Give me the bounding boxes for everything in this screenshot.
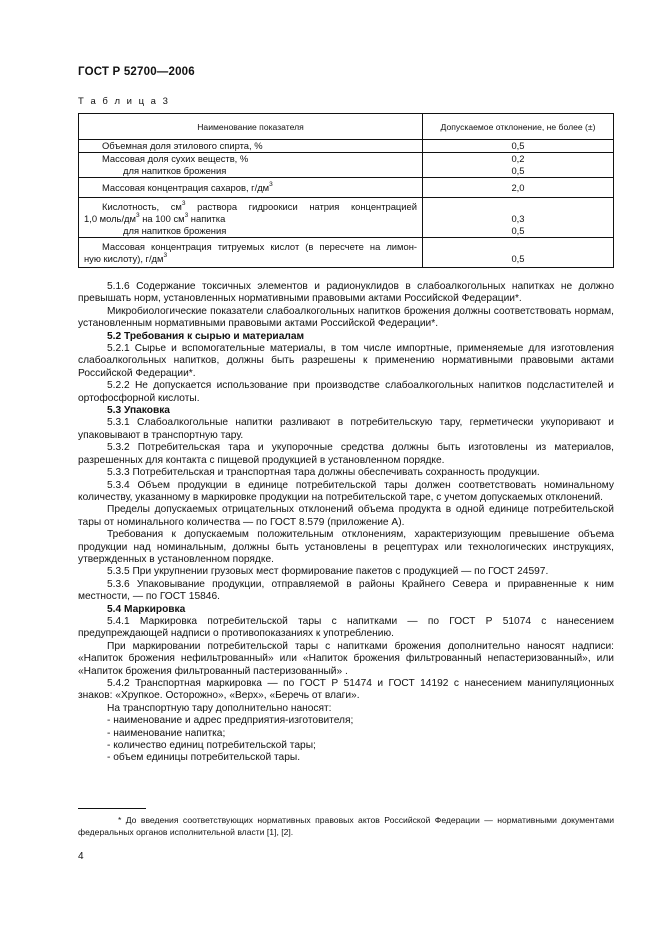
- paragraph: Пределы допускаемых отрицательных отклонений объема продукта в одной единице потребительской тары от номинального количества — по ГОСТ 8.579 (приложение А).: [78, 504, 614, 528]
- paragraph: 5.2.2 Не допускается использование при производстве слабоалкогольных напитков подсластителей и ортофосфорной кислоты.: [78, 380, 614, 404]
- table-cell-label: Объемная доля этилового спирта, %: [102, 140, 263, 151]
- table-col-header-deviation: Допускаемое отклонение, не более (±): [423, 114, 614, 140]
- table-cell-label: Массовая концентрация сахаров, г/дм: [102, 182, 270, 193]
- footnote-separator: [78, 808, 146, 809]
- table-cell-value: 0,5: [511, 165, 525, 176]
- table-cell-value: 0,3: [511, 213, 525, 224]
- table-col-header-name: Наименование показателя: [79, 114, 423, 140]
- paragraph: 5.4.2 Транспортная маркировка — по ГОСТ Р 51474 и ГОСТ 14192 с нанесением манипуляционных знаков: «Хрупкое. Осторожно», «Верх», «Беречь от влаги».: [78, 678, 614, 702]
- section-heading: 5.4 Маркировка: [107, 603, 186, 615]
- table-row: Кислотность, $см^3$ раствора гидроокиси натрия концентрацией 1,0 моль/$дм^3$ на 100 $см^3$ напитка для напитков брожения 0,3 0,5: [79, 198, 614, 238]
- section-heading: 5.3 Упаковка: [107, 405, 170, 417]
- page-number: 4: [78, 851, 84, 862]
- list-item: - наименование и адрес предприятия-изготовителя;: [107, 715, 354, 727]
- table-cell-value: 0,5: [511, 253, 525, 264]
- table-row: Массовая концентрация титруемых кислот (в пересчете на лимон- ную кислоту), $г/дм^3$ 0,5: [79, 238, 614, 268]
- list-item: - количество единиц потребительской тары;: [107, 740, 316, 752]
- paragraph: При маркировании потребительской тары с напитками брожения дополнительно наносят надписи: «Напиток брожения нефильтрованный» или «Напиток брожения фильтрованный непастеризованный», или «Напиток брожения фильтрованный пастеризованный» .: [78, 640, 614, 677]
- paragraph: 5.3.3 Потребительская и транспортная тара должны обеспечивать сохранность продукции.: [107, 467, 540, 479]
- paragraph: 5.3.1 Слабоалкогольные напитки разливают в потребительскую тару, герметически укупоривают и упаковывают в транспортную тару.: [78, 417, 614, 441]
- table-header-row: [79, 114, 614, 140]
- table-cell-value: 2,0: [511, 182, 525, 193]
- paragraph: Микробиологические показатели слабоалкогольных напитков брожения должны соответствовать нормам, установленным нормативными правовыми актами Российской Федерации*.: [78, 305, 614, 330]
- paragraph: 5.3.4 Объем продукции в единице потребительской тары должен соответствовать номинальному количеству, указанному в маркировке продукции на потребительской таре, с учетом допускаемых отклонений.: [78, 479, 614, 503]
- list-item: - объем единицы потребительской тары.: [107, 752, 301, 764]
- table-row: Массовая концентрация сахаров, $г/дм^3$ 2,0: [79, 178, 614, 198]
- paragraph: На транспортную тару дополнительно наносят:: [107, 702, 332, 714]
- table-row: [79, 140, 614, 153]
- table-cell-value: 0,5: [511, 225, 525, 236]
- table-cell-sublabel: для напитков брожения: [123, 165, 227, 176]
- table-cell-value: 0,5: [511, 140, 525, 151]
- footnote: * До введения соответствующих нормативных правовых актов Российской Федерации — нормативными документами федеральных органов исполнительной власти [1], [2].: [78, 815, 614, 837]
- paragraph: 5.3.5 При укрупнении грузовых мест формирование пакетов с продукцией — по ГОСТ 24597.: [107, 566, 549, 578]
- table-caption: Т а б л и ц а 3: [78, 96, 170, 107]
- paragraph: Требования к допускаемым положительным отклонениям, характеризующим превышение объема продукции над номинальным, должны быть установлены в рецептурах или технологических инструкциях, утвержденных в установленном порядке.: [78, 529, 614, 565]
- paragraph: 5.2.1 Сырье и вспомогательные материалы, в том числе импортные, применяемые для изготовления слабоалкогольных напитков, должны быть разрешены к применению нормативными правовыми актами Российской Федерации*.: [78, 343, 614, 379]
- paragraph: 5.3.6 Упаковывание продукции, отправляемой в районы Крайнего Севера и приравненные к ним местности, — по ГОСТ 15846.: [78, 578, 614, 603]
- table-cell-label: Массовая концентрация титруемых кислот (в пересчете на лимон-: [102, 241, 417, 252]
- paragraph: 5.4.1 Маркировка потребительской тары с напитками — по ГОСТ Р 51074 с нанесением предупреждающей надписи о противопоказаниях к употреблению.: [78, 615, 614, 640]
- table-cell-label: Массовая доля сухих веществ, %: [102, 153, 249, 164]
- paragraph: 5.3.2 Потребительская тара и укупорочные средства должны быть изготовлены из материалов, разрешенных для контакта с пищевой продукцией в установленном порядке.: [78, 442, 614, 466]
- table-cell-sublabel: для напитков брожения: [123, 225, 227, 236]
- body-text: [78, 281, 614, 765]
- standard-header: ГОСТ Р 52700—2006: [78, 66, 195, 78]
- table-cell-label: Кислотность, см: [102, 201, 182, 212]
- list-item: - наименование напитка;: [107, 727, 226, 739]
- table-row: [79, 153, 614, 178]
- table-3: [78, 113, 614, 268]
- table-cell-value: 0,2: [511, 153, 525, 164]
- paragraph: 5.1.6 Содержание токсичных элементов и радионуклидов в слабоалкогольных напитках не должно превышать норм, установленных нормативными правовыми актами Российской Федерации*.: [78, 281, 614, 305]
- section-heading: 5.2 Требования к сырью и материалам: [107, 330, 305, 342]
